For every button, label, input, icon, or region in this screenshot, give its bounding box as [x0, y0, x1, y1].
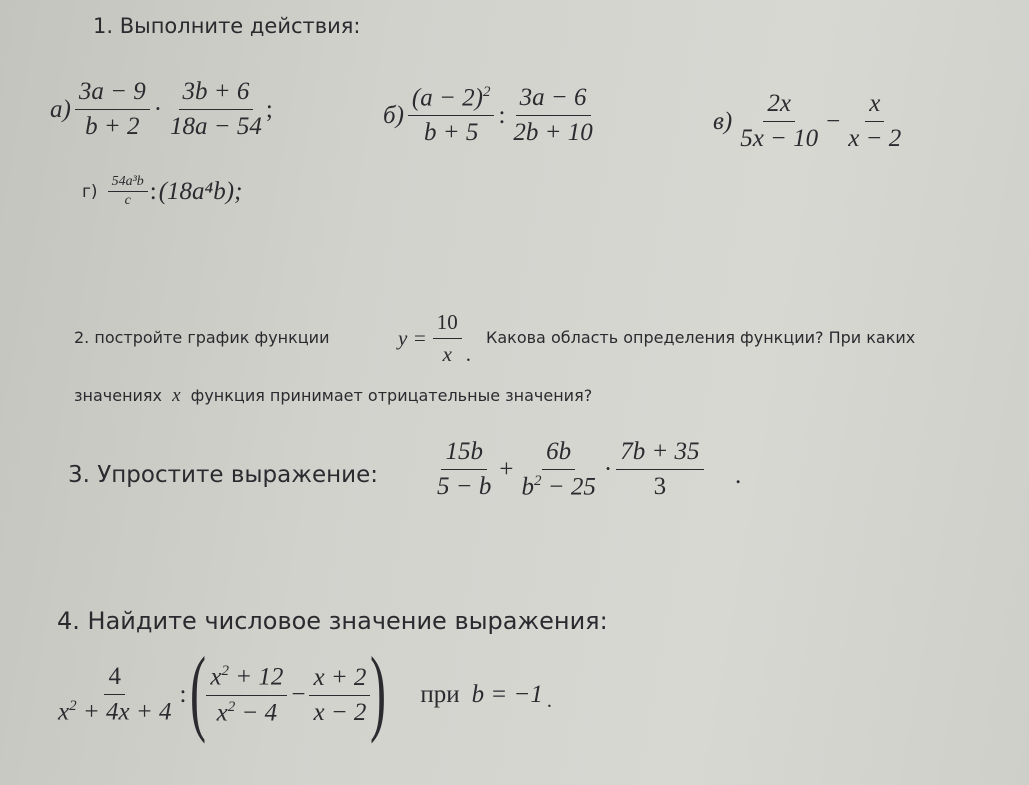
task1-b-fraction2	[509, 84, 596, 147]
task3-op1: +	[499, 455, 514, 483]
task1-title: 1. Выполните действия:	[93, 14, 361, 38]
task1-b-f1-num-base: (a − 2)	[411, 84, 483, 112]
task1-a-f2-den: 18a − 54	[170, 113, 262, 140]
task3-title: 3. Упростите выражение:	[68, 462, 378, 488]
task4-f1-den	[54, 695, 175, 726]
task1-a-f2-num: 3b + 6	[179, 78, 254, 110]
task1-g-op: :	[149, 177, 157, 205]
task4-op: :	[179, 681, 187, 708]
task4-fraction1	[54, 663, 175, 726]
task3-fraction2	[517, 438, 599, 501]
task1-a-f1-num: 3a − 9	[75, 78, 150, 110]
task4-end: .	[546, 689, 552, 712]
task4-f3-den: x − 2	[313, 698, 367, 726]
task2-text-before: 2. постройте график функции	[74, 328, 330, 347]
task4-fraction3	[309, 664, 370, 727]
task1-b	[383, 84, 597, 147]
task4-paren-close: )	[370, 637, 387, 744]
task2-equation	[398, 310, 471, 367]
task4-f2-num-x: x	[210, 663, 222, 691]
task1-v-op: −	[826, 107, 841, 135]
task3-f2-den	[517, 470, 599, 501]
task3-f2-num: 6b	[542, 438, 575, 470]
task4-title: 4. Найдите числовое значение выражения:	[57, 607, 608, 635]
task3-fraction3	[616, 438, 703, 501]
task2-dot: .	[465, 342, 471, 366]
task4-f3-num: x + 2	[309, 664, 370, 696]
task4-f2-den-x: x	[216, 698, 228, 726]
task4-f1-den-x: x	[58, 698, 70, 726]
task4-f2-den-rest: − 4	[235, 698, 278, 726]
task1-b-f1-den: b + 5	[423, 119, 479, 147]
task1-v-f1-num: 2x	[763, 90, 795, 122]
task2-line2-var: x	[172, 385, 181, 406]
task1-g-label: г)	[82, 181, 98, 202]
task1-b-fraction1	[408, 84, 495, 147]
task1-v-fraction2	[844, 90, 905, 153]
task4-f1-num: 4	[104, 663, 125, 695]
task3-expression	[433, 438, 704, 501]
task1-a-label: а)	[50, 95, 71, 123]
task3-f2-den-exp: 2	[533, 473, 542, 489]
task1-g-rest: (18a⁴b);	[158, 177, 243, 205]
task1-v-f1-den: 5x − 10	[740, 125, 819, 152]
task2-line2-a: значениях	[74, 386, 163, 405]
task1-g-f1-den: c	[124, 193, 131, 208]
task4-f2-num	[206, 663, 287, 695]
task1-a-f1-den: b + 2	[85, 113, 140, 140]
task1-g	[82, 174, 242, 209]
task1-v-label: в)	[713, 107, 733, 135]
task3-fraction1	[433, 438, 495, 501]
task4-f2-num-exp: 2	[221, 663, 229, 680]
task3-f3-num: 7b + 35	[616, 438, 703, 470]
task4-expression	[54, 637, 552, 744]
task1-g-fraction	[108, 174, 148, 209]
task4-f1-den-rest: + 4x + 4	[76, 698, 172, 726]
task1-b-f2-num: 3a − 6	[516, 84, 591, 116]
task2-line2-b: функция принимает отрицательные значения?	[190, 386, 593, 405]
task2-line2	[74, 385, 592, 407]
task2-eq-lhs: y =	[398, 326, 427, 350]
task4-f2-num-rest: + 12	[228, 663, 284, 691]
task3-f1-den: 5 − b	[437, 473, 492, 501]
task3-f3-den: 3	[653, 473, 667, 501]
task4-paren-open: (	[190, 637, 207, 744]
task1-v-f2-den: x − 2	[848, 125, 902, 152]
task1-a-end: ;	[265, 95, 273, 123]
task1-b-label: б)	[383, 101, 404, 129]
task4-fraction2	[206, 663, 287, 727]
task1-b-op: :	[498, 101, 506, 129]
task2-f-num: 10	[433, 310, 462, 339]
task3-f2-den-base: b	[521, 473, 534, 501]
task1-a-fraction2	[166, 78, 266, 141]
task4-f2-den	[213, 696, 281, 727]
task2-f-den: x	[442, 342, 452, 366]
task3-end: .	[735, 462, 742, 489]
task4-cond: b = −1	[471, 681, 543, 708]
task3-f2-den-rest: − 25	[541, 473, 596, 501]
task4-f1-den-exp: 2	[69, 698, 77, 715]
task1-a	[50, 78, 273, 141]
task1-b-f2-den: 2b + 10	[513, 119, 593, 147]
task1-a-op: ·	[153, 95, 163, 123]
task4-f2-den-exp: 2	[227, 698, 236, 715]
task1-v-f2-num: x	[865, 90, 884, 122]
task3-f1-num: 15b	[441, 438, 487, 470]
task1-b-f1-num	[408, 84, 495, 116]
task2-text-after: Какова область определения функции? При каких	[486, 328, 916, 347]
task2-fraction	[433, 310, 462, 367]
task1-b-f1-num-exp: 2	[482, 84, 491, 100]
task3-op2: ·	[603, 455, 613, 483]
task1-g-f1-num: 54a³b	[108, 174, 148, 192]
task4-when: при	[420, 681, 460, 708]
task4-op2: −	[291, 681, 306, 708]
task1-v	[713, 90, 905, 153]
task1-v-fraction1	[736, 90, 822, 153]
task1-a-fraction1	[75, 78, 150, 141]
